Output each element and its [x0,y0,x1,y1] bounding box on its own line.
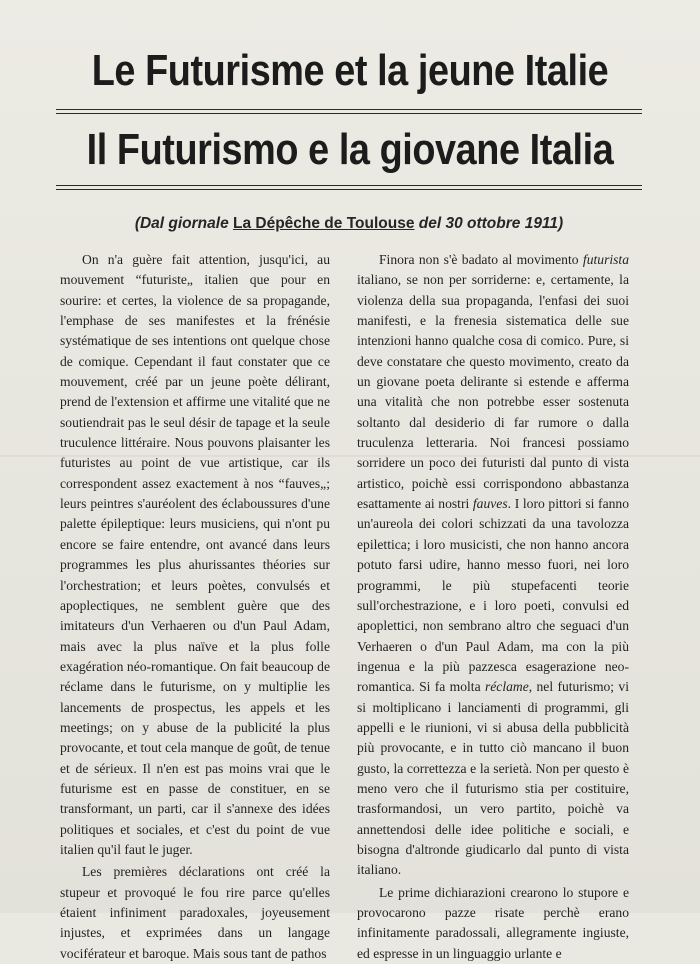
title-divider-rule [56,109,642,114]
source-prefix: (Dal giornale [134,215,233,232]
italian-paragraph-1: Finora non s'è badato al movimento futurista italiano, se non per sorriderne: e, certamente, la violenza della sua propaganda, l'enfasi dei suoi manifesti, e la frenesia sistematica delle sue intenzioni hanno qualche cosa di comico. Pure, si deve constatare che questo movimento, creato da un giovane poeta delirante si estende e afferma una vitalità che non potrebbe esser sostenuta soltanto dal desiderio di far rumore o dalla truculenza letteraria. Noi francesi possiamo sorridere un poco dei futuristi dal punto di vista artistico, poichè essi corrispondono abbastanza esattamente ai nostri fauves. I loro pittori si fanno un'aureola dei colori schizzati da una tavolozza epilettica; i loro musicisti, che non hanno ancora potuto farsi udire, hanno messo fuori, nei loro programmi, le più stupefacenti teorie sull'orchestrazione, e i loro poeti, convulsi ed apoplettici, non sembrano altro che seguaci d'un Verhaeren o d'un Paul Adam, ma con la più ingenua e la più pazzesca esagerazione neo-romantica. Si fa molta réclame, nel futurismo; vi si moltiplicano i lanciamenti di programmi, gli appelli e le riunioni, vi si abusa della pubblicità più provocante, e in tutto ciò mancano il buon gusto, la correttezza e la serietà. Non per questo è meno vero che il futurismo stia per costituire, trasformandosi, un vero partito, poichè va annettendosi delle idee politiche e sociali, e bisogna d'altronde giudicarlo dal punto di vista italiano. [357,252,629,878]
french-paragraph-2: Les premières déclarations ont créé la stupeur et provoqué le fou rire parce qu'elles étaient infiniment paradoxales, joyeusement injustes, et exprimées dans un langage vociférateur et baroque. Mais sous tant de pathos [60,864,330,961]
source-line [56,215,642,233]
italian-column [357,250,629,964]
source-suffix: del 30 ottobre 1911) [414,215,564,232]
title-italian: Il Futurismo e la giovane Italia [86,125,614,174]
italian-paragraph-2: Le prime dichiarazioni crearono lo stupore e provocarono pazze risate perchè erano infinitamente paradossali, allegramente ingiuste, ed espresse in un linguaggio urlante e [357,884,629,961]
french-paragraph-1: On n'a guère fait attention, jusqu'ici, au mouvement “futuriste„ italien que pour en sourire: et certes, la violence de sa propagande, l'emphase de ses manifestes et la frénésie systématique de ses intentions ont quelque chose de comique. Cependant il faut constater que ce mouvement, créé par un jeune poète délirant, prend de l'extension et affirme une vitalité que ne soutiendrait pas le seul désir de tapage et la seule truculence littéraire. Nous pouvons plaisanter les futuristes au point de vue artistique, car ils correspondent assez exactement à nos “fauves„; leurs peintres s'auréolent des éclaboussures d'une palette épileptique: leurs musiciens, qui n'ont pu encore se faire entendre, ont avancé dans leurs programmes les plus ahurissantes théories sur l'orchestration; et leurs poètes, convulsés et apoplectiques, ne semblent guère que des imitateurs d'un Verhaeren ou d'un Paul Adam, mais avec la plus naïve et la plus folle exagération néo-romantique. On fait beaucoup de réclame dans le futurisme, on y multiplie les lancements de prospectus, les appels et les meetings; on y abuse de la publicité la plus provocante, et tout cela manque de goût, de tenue et de sérieux. Il n'en est pas moins vrai que le futurisme est en passe de constituer, en se transformant, un parti, car il s'annexe des idées politiques et sociales, et c'est du point de vue italien qu'il faut le juger. [60,252,330,857]
header-bottom-rule [56,185,642,190]
newspaper-name: La Dépêche de Toulouse [233,215,415,232]
french-column [60,250,330,964]
title-french: Le Futurisme et la jeune Italie [91,46,609,95]
